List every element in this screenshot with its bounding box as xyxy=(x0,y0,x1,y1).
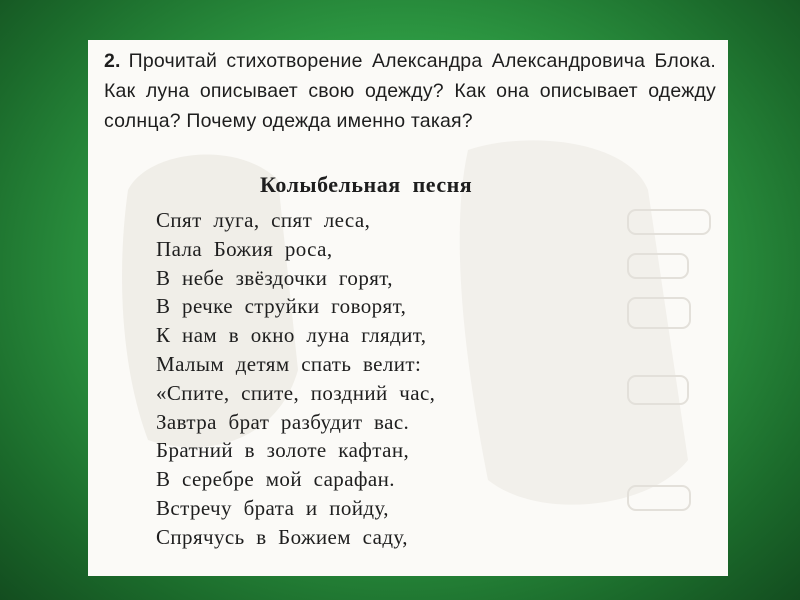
poem-line: Братний в золоте кафтан, xyxy=(156,438,410,463)
ghost-figure-right xyxy=(460,140,688,504)
poem-line: Пала Божия роса, xyxy=(156,236,333,261)
poem-line: «Спите, спите, поздний час, xyxy=(156,380,436,405)
poem-line: Спрячусь в Божием саду, xyxy=(156,524,408,549)
poem-body xyxy=(156,206,435,552)
task-number: 2. xyxy=(104,50,121,72)
poem-line: Завтра брат разбудит вас. xyxy=(156,409,410,434)
poem-title: Колыбельная песня xyxy=(260,172,473,197)
poem-line: В небе звёздочки горят, xyxy=(156,265,393,290)
textbook-page xyxy=(88,40,728,576)
poem-line: Малым детям спать велит: xyxy=(156,351,422,376)
poem-line: В серебре мой сарафан. xyxy=(156,467,395,492)
task-question: Прочитай стихотворение Александра Александровича Блока. Как луна описывает свою одежду? Как она описывает одежду солнца? Почему одежда именно такая? xyxy=(104,50,716,132)
poem-line: Встречу брата и пойду, xyxy=(156,495,389,520)
poem-line: К нам в окно луна глядит, xyxy=(156,323,427,348)
poem-line: Спят луга, спят леса, xyxy=(156,208,371,232)
task-text xyxy=(104,46,716,136)
poem-line: В речке струйки говорят, xyxy=(156,294,407,319)
